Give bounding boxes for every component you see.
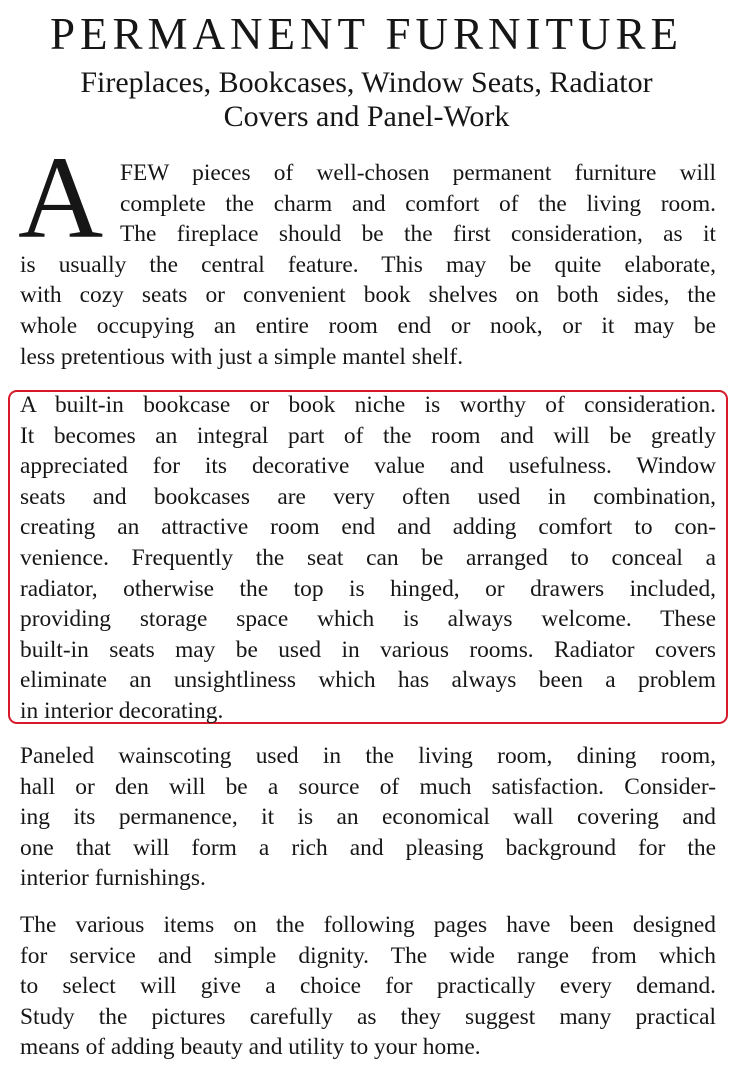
closing-line-4: Study the pictures carefully as they suggest many practical — [20, 1003, 716, 1030]
page-subtitle — [0, 66, 733, 134]
paneling-line-5: interior furnishings. — [20, 865, 206, 892]
highlight-line-11: in interior decorating. — [20, 697, 224, 724]
highlight-line-7: radiator, otherwise the top is hinged, or drawers included, — [20, 575, 716, 602]
highlight-line-6: venience. Frequently the seat can be arranged to conceal a — [20, 544, 716, 571]
paneling-line-1: Paneled wainscoting used in the living room, dining room, — [20, 743, 716, 769]
highlight-line-5: creating an attractive room end and adding comfort to con- — [20, 514, 716, 541]
highlight-line-9: built-in seats may be used in various rooms. Radiator covers — [20, 636, 716, 663]
drop-cap-letter: A — [18, 132, 104, 263]
paneling-line-2: hall or den will be a source of much satisfaction. Consider- — [20, 773, 716, 800]
page-title: PERMANENT FURNITURE — [50, 9, 683, 59]
highlight-line-2: It becomes an integral part of the room and will be greatly — [20, 422, 716, 449]
highlight-line-4: seats and bookcases are very often used in combination, — [20, 483, 716, 510]
closing-line-2: for service and simple dignity. The wide range from which — [20, 942, 716, 969]
subtitle-line-2: Covers and Panel-Work — [223, 100, 510, 133]
intro-line-5: with cozy seats or convenient book shelves on both sides, the — [20, 282, 716, 309]
highlight-line-3: appreciated for its decorative value and usefulness. Window — [20, 453, 716, 480]
intro-line-1: FEW pieces of well-chosen permanent furniture will — [120, 160, 716, 186]
intro-line-4: is usually the central feature. This may be quite elaborate, — [20, 251, 716, 278]
closing-line-3: to select will give a choice for practically every demand. — [20, 973, 716, 1000]
highlight-line-8: providing storage space which is always welcome. These — [20, 606, 716, 633]
paneling-paragraph — [20, 741, 716, 894]
intro-line-2: complete the charm and comfort of the living room. — [120, 190, 716, 217]
intro-paragraph — [20, 158, 716, 372]
highlighted-paragraph — [20, 390, 716, 727]
closing-paragraph — [20, 910, 716, 1063]
subtitle-line-1: Fireplaces, Bookcases, Window Seats, Radiator — [80, 66, 653, 99]
closing-line-1: The various items on the following pages have been designed — [20, 912, 716, 938]
highlight-line-1: A built-in bookcase or book niche is worthy of consideration. — [20, 392, 716, 418]
highlight-line-10: eliminate an unsightliness which has always been a problem — [20, 667, 716, 694]
paneling-line-3: ing its permanence, it is an economical wall covering and — [20, 804, 716, 831]
intro-line-7: less pretentious with just a simple mantel shelf. — [20, 343, 464, 370]
paneling-line-4: one that will form a rich and pleasing background for the — [20, 834, 716, 861]
intro-line-3: The fireplace should be the first consideration, as it — [120, 221, 716, 248]
intro-line-6: whole occupying an entire room end or nook, or it may be — [20, 312, 716, 339]
closing-line-5: means of adding beauty and utility to your home. — [20, 1034, 481, 1061]
